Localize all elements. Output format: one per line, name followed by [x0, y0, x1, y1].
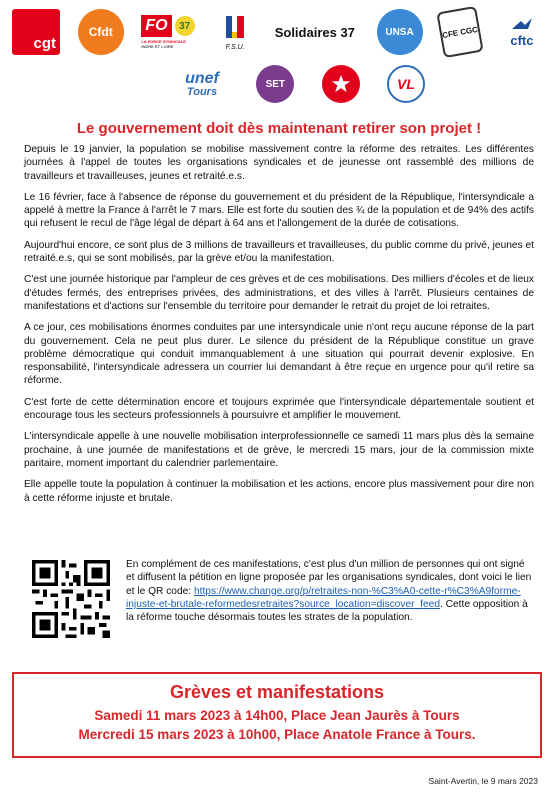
- fsu-logo: F.S.U.: [217, 8, 253, 56]
- petition-text: [126, 558, 534, 624]
- paragraph: Depuis le 19 janvier, la population se mobilise massivement contre la réforme des retraites. Les différentes journées à l'appel de toutes les organisations syndicales et de jeunesse ont rassemblé des millions de travailleurs et travailleuses, jeunes et retraité.e.s.: [24, 144, 534, 182]
- fo-logo: FO 37 LA FORCE SYNDICALE INDRE ET LOIRE: [141, 8, 199, 56]
- paragraph: Le 16 février, face à l'absence de réponse du gouvernement et du président de la République, l'intersyndicale a appelé à mettre la France à l'arrêt le 7 mars. Elle est forte du soutien des ¾ de la population et de 94% des actifs qui refusent le recul de l'âge légal de départ à 64 ans et l'allongement de la durée de cotisations.: [24, 191, 534, 230]
- star-union-logo: [322, 65, 360, 103]
- petition-intro: En complément de ces manifestations, c'est plus d'un million de personnes qui ont signé et diffusent la pétition en ligne proposée par les organisations syndicales, dont voici le lien et le QR code:: [126, 559, 532, 597]
- footer-place-date: Saint-Avertin, le 9 mars 2023: [428, 776, 538, 786]
- cftc-logo: cftc: [498, 9, 546, 55]
- body-text: [24, 143, 534, 513]
- union-logos-row-2: [175, 62, 425, 106]
- qr-code-icon[interactable]: [32, 560, 110, 638]
- cgt-logo: cgt: [12, 9, 60, 55]
- star-icon: [330, 73, 352, 95]
- paragraph: Aujourd'hui encore, ce sont plus de 3 millions de travailleurs et travailleuses, du public comme du privé, jeunes et retraité.e.s, qui se sont mobilisés, par la grève et/ou la manifestation.: [24, 239, 534, 265]
- paragraph: L'intersyndicale appelle à une nouvelle mobilisation interprofessionnelle ce samedi 11 mars plus dès la semaine prochaine, à une journée de manifestations et de grève, le mercredi 15 mars, jour de la commission mixte paritaire, moment important du calendrier parlementaire.: [24, 431, 534, 469]
- paragraph: C'est forte de cette détermination encore et toujours exprimée que l'intersyndicale départementale soutient et encourage tous les secteurs professionnels à poursuivre et amplifier le mouvement.: [24, 396, 534, 422]
- events-box: [12, 672, 542, 758]
- cfdt-logo: Cfdt: [78, 9, 124, 55]
- paragraph: C'est une journée historique par l'ampleur de ces grèves et de ces mobilisations. Des milliers d'écoles et de lieux d'études fermés, des entreprises privées, des administrations, et des villes à l'arrêt. Plusieurs centaines de manifestations et d'actions sur l'ensemble du territoire pour demander le retrait du projet de loi retraites.: [24, 274, 534, 312]
- vl-logo: VL: [387, 65, 425, 103]
- event-line-1: Samedi 11 mars 2023 à 14h00, Place Jean Jaurès à Tours: [94, 708, 460, 723]
- page-title: Le gouvernement doit dès maintenant retirer son projet !: [76, 120, 482, 137]
- petition-section: [24, 558, 534, 653]
- cfe-cgc-logo: CFE CGC: [437, 6, 484, 58]
- petition-outro: . Cette opposition à la réforme touche désormais toutes les strates de la population.: [126, 598, 528, 624]
- unsa-logo: UNSA: [377, 9, 423, 55]
- set-logo: SET: [256, 65, 294, 103]
- event-line-2: Mercredi 15 mars 2023 à 10h00, Place Anatole France à Tours.: [78, 727, 476, 742]
- union-logos-row-1: [12, 6, 546, 58]
- paragraph: Elle appelle toute la population à continuer la mobilisation et les actions, encore plus massivement pour dire non à cette réforme injuste et brutale.: [24, 479, 534, 504]
- paragraph: A ce jour, ces mobilisations énormes conduites par une intersyndicale unie n'ont reçu aucune réponse de la part du gouvernement. Cela ne peut plus durer. Le silence du président de la République constitue un grave problème démocratique qui conduit immanquablement à une situation qui pourrait devenir explosive. En responsabilité, l'intersyndicale adressera un courrier lui demandant à être reçue en urgence pour qu'il retire sa réforme.: [24, 322, 534, 387]
- petition-link[interactable]: https://www.change.org/p/retraites-non-%C3%A0-cette-r%C3%A9forme-injuste-et-brutale-reformedesretraites?source_location=discover_feed: [126, 585, 521, 610]
- unef-logo: unef Tours: [185, 69, 219, 98]
- bird-icon: [511, 17, 533, 33]
- fsu-emblem-icon: [223, 14, 247, 44]
- solidaires-logo: Solidaires 37: [274, 24, 355, 40]
- events-heading: Grèves et manifestations: [169, 682, 385, 702]
